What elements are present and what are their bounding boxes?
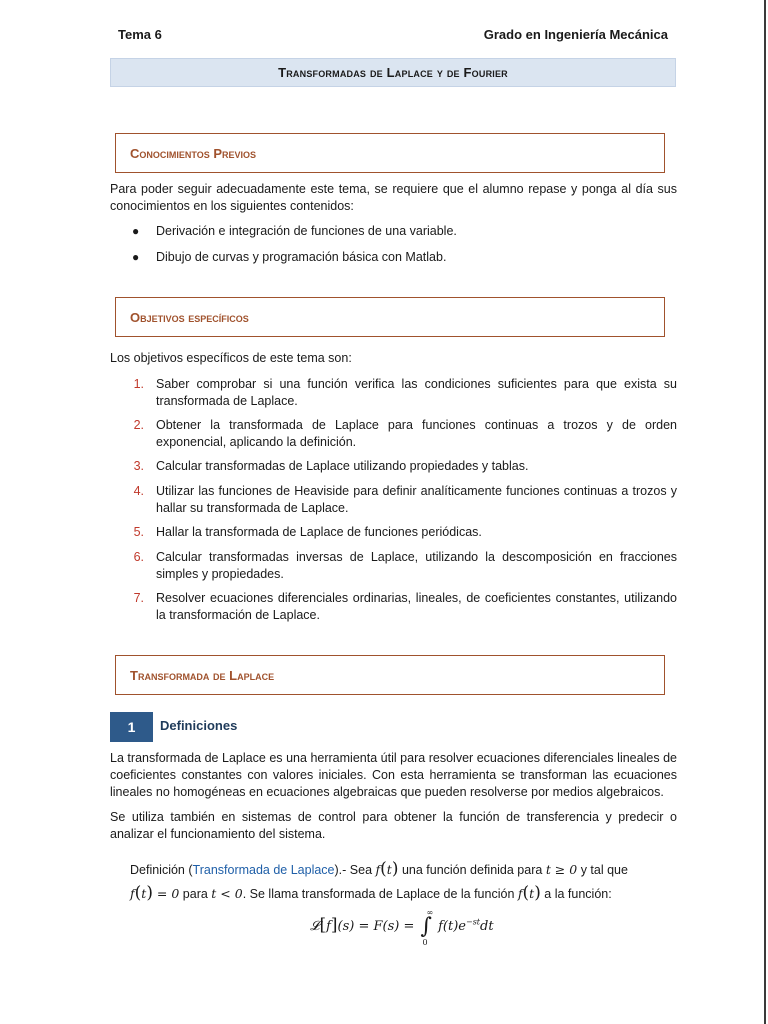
definition-text-e: a la función:	[540, 887, 612, 901]
list-item-text: Derivación e integración de funciones de una variable.	[156, 224, 457, 238]
definition-after-link: ).- Sea	[334, 863, 376, 877]
list-item-text: Saber comprobar si una función verifica las condiciones suficientes para que exista su transformada de Laplace.	[156, 377, 677, 408]
section-heading-laplace	[115, 655, 665, 695]
math-f-of-t-eq-0: f(t) = 0	[130, 883, 180, 903]
definition-line-2	[130, 884, 612, 903]
list-item-text: Resolver ecuaciones diferenciales ordinarias, lineales, de coeficientes constantes, utilizando la transformación de Laplace.	[156, 591, 677, 622]
list-item-text: Obtener la transformada de Laplace para funciones continuas a trozos y de orden exponencial, aplicando la definición.	[156, 418, 677, 449]
laplace-paragraph-2: Se utiliza también en sistemas de control para obtener la función de transferencia y predecir o analizar el funcionamiento del sistema.	[110, 810, 677, 841]
definition-text-d: . Se llama transformada de Laplace de la función	[242, 887, 518, 901]
math-t-lt-0: t < 0	[211, 886, 243, 901]
list-item-text: Dibujo de curvas y programación básica con Matlab.	[156, 250, 447, 264]
list-number: 6.	[133, 550, 144, 564]
page-edge	[754, 0, 768, 1024]
bullet-icon: ●	[132, 224, 140, 238]
document-title: Transformadas de Laplace y de Fourier	[278, 65, 508, 80]
objetivos-intro: Los objetivos específicos de este tema son:	[110, 351, 352, 365]
definition-line-1	[130, 860, 628, 879]
list-item-text: Calcular transformadas de Laplace utilizando propiedades y tablas.	[156, 459, 529, 473]
list-number: 5.	[133, 525, 144, 539]
math-t-geq-0: t ≥ 0	[545, 862, 578, 877]
section-heading-previos	[115, 133, 665, 173]
list-number: 2.	[133, 418, 144, 432]
header-degree: Grado en Ingeniería Mecánica	[483, 27, 668, 42]
definition-link[interactable]: Transformada de Laplace	[192, 863, 335, 877]
definition-prefix: Definición (	[130, 863, 193, 877]
list-item-text: Utilizar las funciones de Heaviside para definir analíticamente funciones continuas a trozos y hallar su transformada de Laplace.	[156, 484, 677, 515]
laplace-paragraph-1: La transformada de Laplace es una herramienta útil para resolver ecuaciones diferenciales lineales de coeficientes constantes con valores iniciales. Con esta herramienta se transforman las ecuaciones lineales no homogéneas en ecuaciones algebraicas que pueden resolverse por medios algebraicos.	[110, 751, 677, 799]
laplace-formula: 𝓛[f](s) = F(s) = ∫ ∞ 0 $f(t)e^{-st}dt$	[310, 908, 494, 947]
subsection-number-badge: 1	[110, 712, 153, 742]
previos-intro: Para poder seguir adecuadamente este tema, se requiere que el alumno repase y ponga al día sus conocimientos en los siguientes contenidos:	[110, 182, 677, 213]
list-number: 3.	[133, 459, 144, 473]
integral-sign: ∫ ∞ 0	[420, 908, 434, 947]
subsection-title: Definiciones	[160, 718, 238, 733]
list-item-text: Calcular transformadas inversas de Laplace, utilizando la descomposición en fracciones simples y propiedades.	[156, 550, 677, 581]
list-item-text: Hallar la transformada de Laplace de funciones periódicas.	[156, 525, 482, 539]
definition-text-a: una función definida para	[398, 863, 546, 877]
definition-text-c: para	[179, 887, 212, 901]
math-f-of-t: f(t)	[375, 859, 399, 879]
document-title-bar	[110, 58, 676, 87]
bullet-icon: ●	[132, 250, 140, 264]
list-number: 1.	[133, 377, 144, 391]
list-number: 4.	[133, 484, 144, 498]
header-topic: Tema 6	[118, 27, 162, 42]
section-heading-objetivos	[115, 297, 665, 337]
math-f-of-t: f(t)	[517, 883, 541, 903]
definition-text-b: y tal que	[577, 863, 628, 877]
section-heading-label: Objetivos específicos	[130, 309, 249, 325]
section-heading-label: Transformada de Laplace	[130, 667, 275, 683]
section-heading-label: Conocimientos Previos	[130, 145, 257, 161]
list-number: 7.	[133, 591, 144, 605]
